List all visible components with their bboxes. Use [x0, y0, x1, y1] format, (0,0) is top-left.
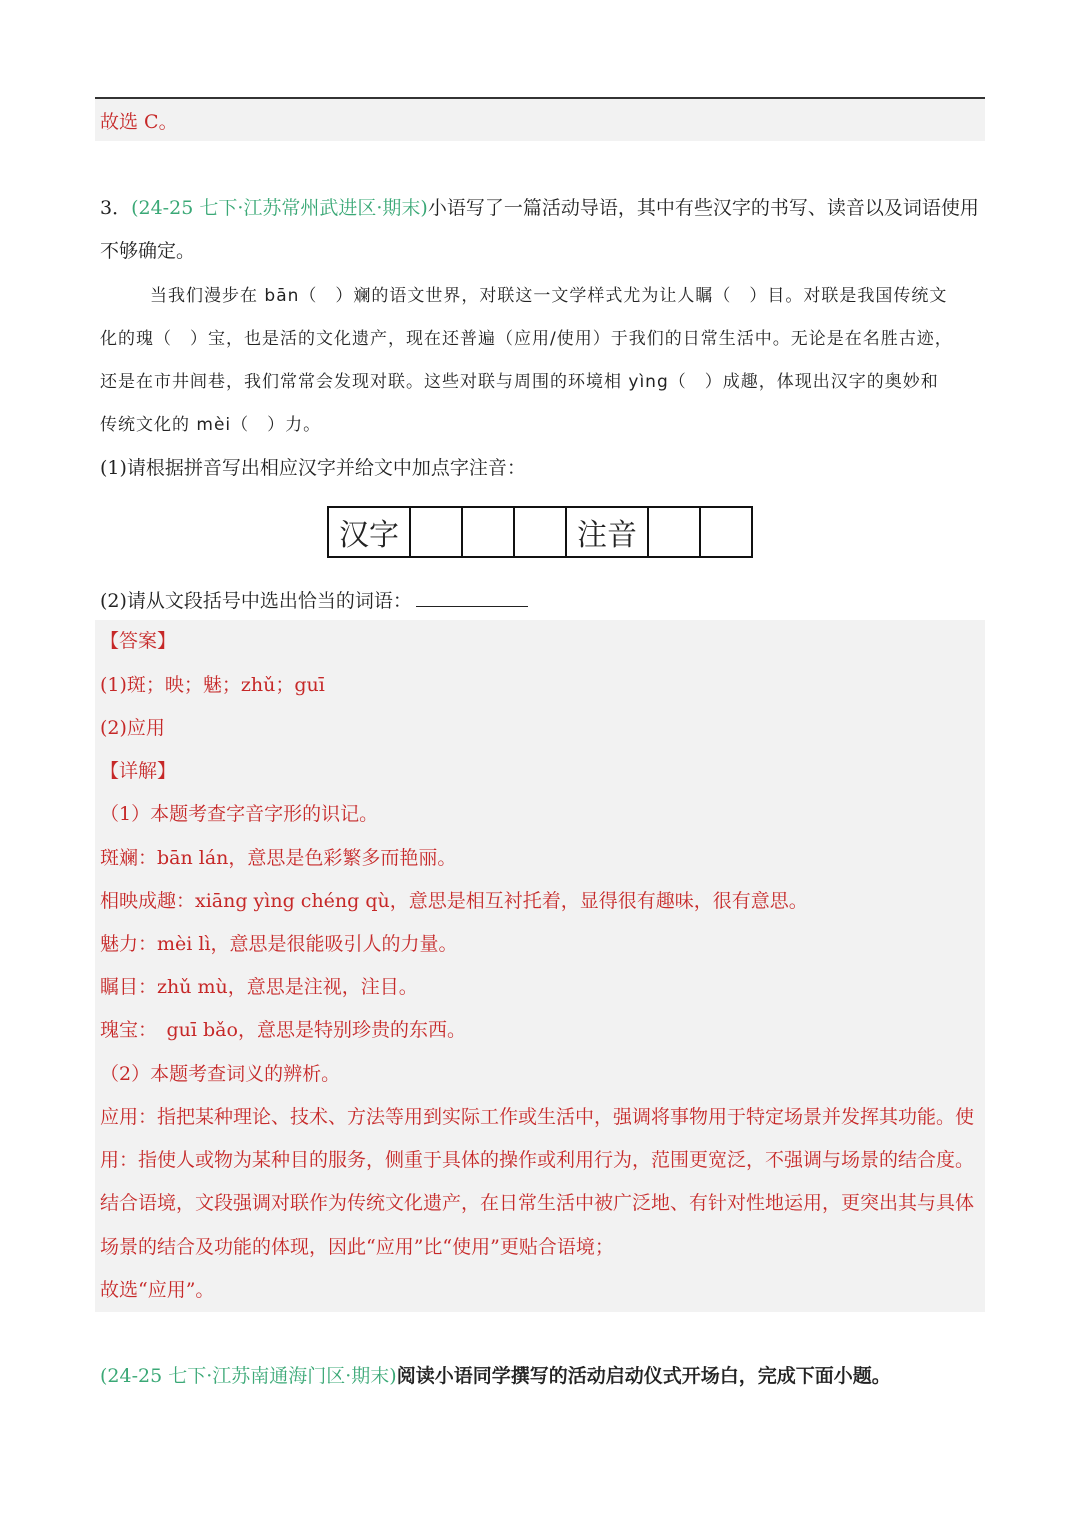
explanation-line: 瑰宝： guī bǎo，意思是特别珍贵的东西。 [100, 1019, 466, 1041]
next-question-stem [100, 1364, 891, 1388]
sub-question-1: (1)请根据拼音写出相应汉字并给文中加点字注音： [100, 457, 526, 479]
answer-header: 【答案】 [100, 630, 177, 652]
explanation-line: 应用：指把某种理论、技术、方法等用到实际工作或生活中，强调将事物用于特定场景并发挥其功能。使 [100, 1106, 975, 1128]
next-question-source: (24-25 七下·江苏南通海门区·期末) [100, 1365, 397, 1387]
explanation-line: 场景的结合及功能的体现，因此“应用”比“使用”更贴合语境； [100, 1236, 614, 1258]
passage-line-4: 传统文化的 mèi（ ）力。 [100, 415, 322, 435]
question-number: 3． [100, 197, 132, 219]
explanation-line: 结合语境，文段强调对联作为传统文化遗产，在日常生活中被广泛地、有针对性地运用，更突出其与具体 [100, 1192, 975, 1214]
previous-answer-box [95, 99, 985, 141]
explanation-line: 相映成趣：xiāng yìng chéng qù，意思是相互衬托着，显得很有趣味，很有意思。 [100, 890, 808, 912]
explanation-line: （2）本题考查词义的辨析。 [100, 1063, 341, 1085]
passage-line-3: 还是在市井闾巷，我们常常会发现对联。这些对联与周围的环境相 yìng（ ）成趣，体现出汉字的奥妙和 [100, 372, 939, 392]
hanzi-blank-cell[interactable] [462, 507, 514, 557]
hanzi-label-cell: 汉字 [328, 507, 410, 557]
explanation-line: 故选“应用”。 [100, 1279, 215, 1301]
answer-1: (1)斑；映；魅；zhǔ；guī [100, 674, 325, 696]
explanation-line: 用：指使人或物为某种目的服务，侧重于具体的操作或利用行为，范围更宽泛，不强调与场景的结合度。 [100, 1149, 975, 1171]
question-3-stem [100, 196, 979, 220]
passage-line-2: 化的瑰（ ）宝，也是活的文化遗产，现在还普遍（应用/使用）于我们的日常生活中。无论是在名胜古迹， [100, 329, 953, 349]
question-stem-text: 小语写了一篇活动导语，其中有些汉字的书写、读音以及词语使用 [427, 197, 979, 219]
next-question-text: 阅读小语同学撰写的活动启动仪式开场白，完成下面小题。 [396, 1365, 891, 1387]
sub-question-2-text: (2)请从文段括号中选出恰当的词语： [100, 590, 412, 612]
fill-blank[interactable] [416, 588, 528, 607]
explanation-line: 斑斓：bān lán，意思是色彩繁多而艳丽。 [100, 847, 457, 869]
zhuyin-label-cell: 注音 [566, 507, 648, 557]
question-stem-continued: 不够确定。 [100, 240, 196, 262]
zhuyin-blank-cell[interactable] [648, 507, 700, 557]
hanzi-blank-cell[interactable] [514, 507, 566, 557]
explanation-line: 魅力：mèi lì，意思是很能吸引人的力量。 [100, 933, 458, 955]
explanation-line: （1）本题考查字音字形的识记。 [100, 803, 379, 825]
hanzi-blank-cell[interactable] [410, 507, 462, 557]
answer-2: (2)应用 [100, 717, 165, 739]
previous-conclusion: 故选 C。 [100, 111, 178, 133]
explanation-line: 瞩目：zhǔ mù，意思是注视，注目。 [100, 976, 418, 998]
passage-line-1: 当我们漫步在 bān（ ）斓的语文世界，对联这一文学样式尤为让人瞩（ ）目。对联是我国传统文 [150, 286, 948, 306]
sub-question-2 [100, 588, 528, 613]
zhuyin-blank-cell[interactable] [700, 507, 752, 557]
answer-grid [327, 506, 753, 558]
question-source: (24-25 七下·江苏常州武进区·期末) [131, 197, 428, 219]
explanation-header: 【详解】 [100, 760, 177, 782]
